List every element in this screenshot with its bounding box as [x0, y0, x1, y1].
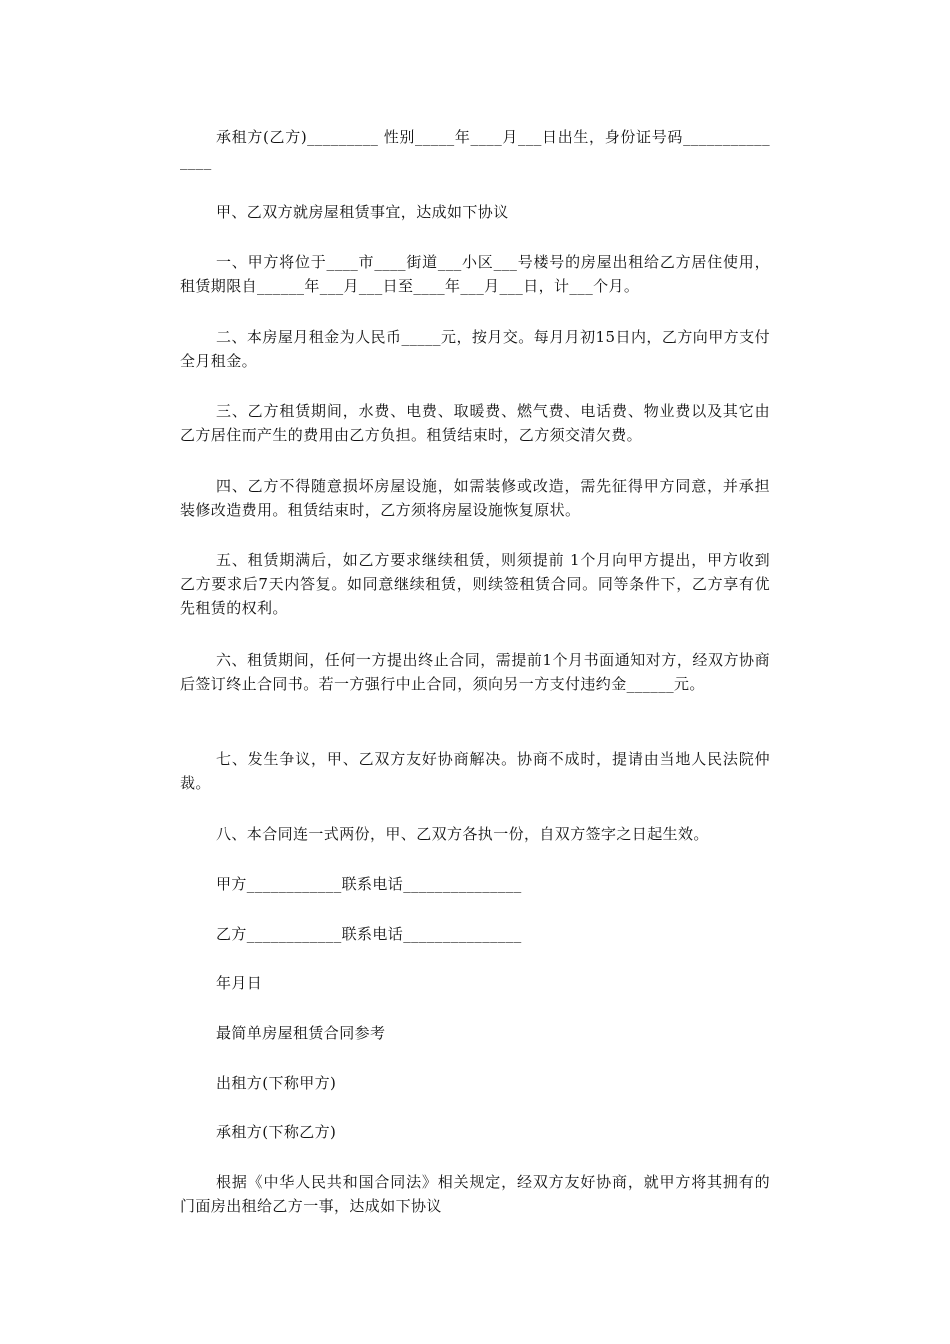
party-b-signature-line: 乙方____________联系电话_______________	[216, 925, 522, 943]
clause-8-paragraph: 八、本合同连一式两份，甲、乙双方各执一份，自双方签字之日起生效。	[216, 825, 709, 843]
party-a-signature-line: 甲方____________联系电话_______________	[216, 875, 522, 893]
second-contract-title: 最简单房屋租赁合同参考	[216, 1024, 386, 1042]
clause-6-paragraph: 六、租赁期间，任何一方提出终止合同，需提前1个月书面通知对方，经双方协商后签订终止合同书。若一方强行中止合同，须向另一方支付违约金______元。	[180, 651, 770, 693]
legal-basis-paragraph: 根据《中华人民共和国合同法》相关规定，经双方友好协商，就甲方将其拥有的门面房出租给乙方一事，达成如下协议	[180, 1173, 770, 1215]
clause-7-paragraph: 七、发生争议，甲、乙双方友好协商解决。协商不成时，提请由当地人民法院仲裁。	[180, 750, 770, 792]
agreement-intro-paragraph: 甲、乙双方就房屋租赁事宜，达成如下协议	[216, 203, 509, 221]
lessee-line: 承租方(下称乙方)	[216, 1123, 337, 1141]
clause-1-paragraph: 一、甲方将位于____市____街道___小区___号楼号的房屋出租给乙方居住使用，租赁期限自______年___月___日至____年___月___日，计___个月。	[180, 253, 770, 295]
clause-5-paragraph: 五、租赁期满后，如乙方要求继续租赁，则须提前 1个月向甲方提出，甲方收到乙方要求后7天内答复。如同意继续租赁，则续签租赁合同。同等条件下，乙方享有优先租赁的权利。	[180, 551, 770, 617]
clause-4-paragraph: 四、乙方不得随意损坏房屋设施，如需装修或改造，需先征得甲方同意，并承担装修改造费用。租赁结束时，乙方须将房屋设施恢复原状。	[180, 477, 770, 519]
clause-3-paragraph: 三、乙方租赁期间，水费、电费、取暖费、燃气费、电话费、物业费以及其它由乙方居住而产生的费用由乙方负担。租赁结束时，乙方须交清欠费。	[180, 402, 770, 444]
clause-2-paragraph: 二、本房屋月租金为人民币_____元，按月交。每月月初15日内，乙方向甲方支付全月租金。	[180, 328, 770, 370]
date-line: 年月日	[216, 974, 263, 992]
tenant-info-paragraph: 承租方(乙方)_________ 性别_____年____月___日出生，身份证号码_______________	[180, 128, 770, 170]
lessor-line: 出租方(下称甲方)	[216, 1074, 337, 1092]
